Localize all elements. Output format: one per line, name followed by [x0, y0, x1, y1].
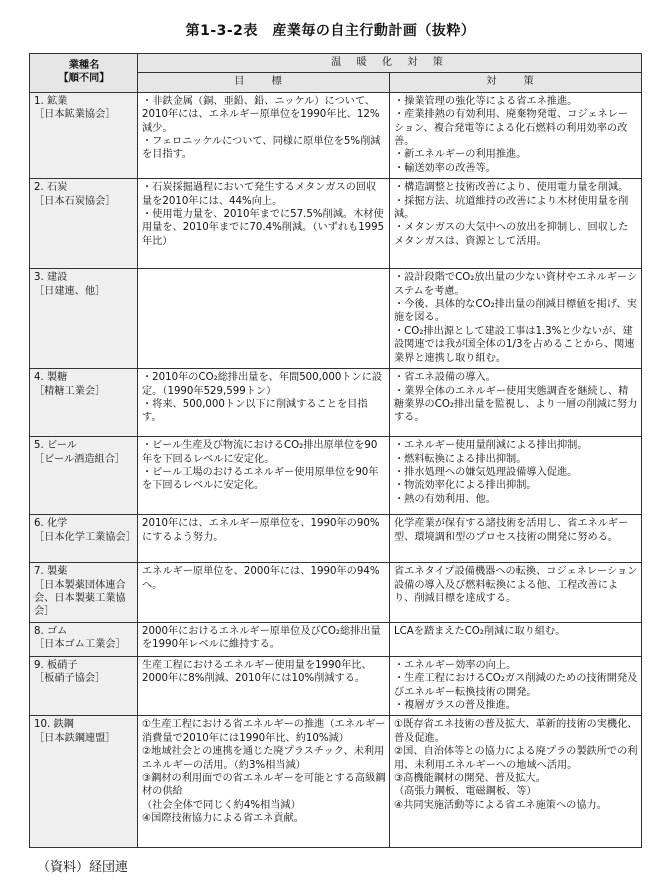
target-cell [138, 179, 390, 269]
table-row [30, 269, 642, 369]
measures-item: ・排水処理への嫌気処理設備導入促進。 [394, 466, 578, 478]
target-item: ・フェロニッケルについて、同様に原単位を5%削減を目指す。 [142, 136, 381, 161]
target-item: ・ビール生産及び物流におけるCO₂排出原単位を90年を下回るレベルに安定化。 [142, 440, 378, 465]
industry-header-label: 業種名 [68, 60, 100, 71]
measures-cell [390, 437, 642, 515]
measures-item: ②国、自治体等との協力による廃プラの製鉄所での利用、未利用エネルギーへの地域へ活用。 [394, 746, 638, 771]
target-item: （社会全体で同じく約4%相当減） [142, 799, 301, 811]
target-item: ・2010年のCO₂総排出量を、年間500,000トンに設定。（1990年529,599トン） [142, 372, 383, 397]
industry-cell [30, 269, 138, 369]
target-cell [138, 716, 390, 848]
target-item: ②地域社会との連携を通じた廃プラスチック、未利用エネルギーの活用。（約3%相当減） [142, 746, 385, 771]
action-plan-table [29, 53, 642, 848]
warming-measures-header: 温 暖 化 対 策 [138, 54, 642, 73]
industry-name: 9. 板硝子 [34, 659, 78, 671]
measures-item: ④共同実施活動等による省エネ施策への協力。 [394, 799, 607, 811]
measures-item: ・輸送効率の改善等。 [394, 162, 496, 174]
industry-association: ［日本化学工業協会］ [34, 531, 136, 543]
measures-item: ・産業排熱の有効利用、廃棄物発電、コジェネレーション、複合発電等による化石燃料の利用効率の改善。 [394, 109, 629, 148]
target-item: ・非鉄金属（銅、亜鉛、鉛、ニッケル）について、2010年には、エネルギー原単位を1990年比、12%減少。 [142, 95, 380, 134]
measures-cell [390, 369, 642, 437]
target-item: 生産工程におけるエネルギー使用量を1990年比、2000年に8%削減、2010年には10%削減する。 [142, 659, 372, 685]
target-item: ①生産工程における省エネルギーの推進（エネルギー消費量で2010年には1990年比、約10%減） [142, 719, 386, 744]
target-item: 2000年におけるエネルギー原単位及びCO₂総排出量を1990年レベルに維持する。 [142, 625, 381, 651]
industry-name: 1. 鉱業 [34, 95, 68, 107]
measures-item: ・熱の有効利用、他。 [394, 493, 496, 505]
target-item: エネルギー原単位を、2000年には、1990年の94%へ。 [142, 566, 380, 591]
measures-item: ・エネルギー使用量削減による排出抑制。 [394, 440, 588, 452]
measures-item: ・CO₂排出源として建設工事は1.3%と少ないが、建設関連では我が国全体の1/3を占めることから、関連業界と連携し取り組む。 [394, 325, 635, 364]
target-item: ・ビール工場のおけるエネルギー使用原単位を90年を下回るレベルに安定化。 [142, 466, 379, 492]
measures-cell [390, 515, 642, 563]
table-row [30, 369, 642, 437]
industry-association: ［精糖工業会］ [34, 385, 106, 397]
industry-association: ［日本石炭協会］ [34, 195, 116, 207]
measures-cell [390, 622, 642, 656]
measures-item: ・今後、具体的なCO₂排出量の削減目標値を掲げ、実施を図る。 [394, 299, 637, 324]
measures-item: ・業界全体のエネルギー使用実態調査を継続し、精糖業界のCO₂排出量を監視し、より一層の削減に努力する。 [394, 385, 638, 424]
measures-item: ・物流効率化による排出抑制。 [394, 480, 537, 492]
industry-association: ［日本ゴム工業会］ [34, 639, 126, 651]
table-row [30, 179, 642, 269]
table-row [30, 92, 642, 178]
measures-cell [390, 716, 642, 848]
industry-cell [30, 515, 138, 563]
industry-name: 4. 製糖 [34, 372, 68, 384]
measures-item: ・メタンガスの大気中への放出を抑制し、回収したメタンガスは、資源として活用。 [394, 222, 629, 247]
measures-cell [390, 179, 642, 269]
table-row [30, 622, 642, 656]
industry-cell [30, 437, 138, 515]
measures-item: ・操業管理の強化等による省エネ推進。 [394, 95, 578, 107]
industry-cell [30, 369, 138, 437]
industry-name: 7. 製薬 [34, 566, 68, 578]
measures-item: ・採掘方法、坑道維持の改善により木材使用量を削減。 [394, 195, 629, 221]
target-cell [138, 92, 390, 178]
industry-cell [30, 92, 138, 178]
measures-item: 化学産業が保有する諸技術を活用し、省エネルギー型、環境調和型のプロセス技術の開発に努める。 [394, 518, 629, 543]
industry-name: 10. 鉄鋼 [34, 719, 74, 731]
target-cell [138, 563, 390, 623]
industry-cell [30, 716, 138, 848]
target-item: 2010年には、エネルギー原単位を、1990年の90%にするよう努力。 [142, 518, 380, 543]
industry-header [30, 54, 138, 93]
industry-association: ［日本鉄鋼連盟］ [34, 732, 116, 744]
measures-header: 対 策 [390, 73, 642, 92]
target-item: ・石炭採掘過程において発生するメタンガスの回収量を2010年には、44%向上。 [142, 182, 377, 207]
industry-name: 6. 化学 [34, 518, 68, 530]
target-cell [138, 369, 390, 437]
measures-item: （高張力鋼板、電磁鋼板、等） [394, 786, 537, 798]
table-row [30, 716, 642, 848]
industry-association: ［日本製薬団体連合会、日本製薬工業協会］ [34, 579, 126, 618]
target-header: 目 標 [138, 73, 390, 92]
measures-item: ・設計段階でCO₂放出量の少ない資材やエネルギーシステムを考慮。 [394, 272, 638, 297]
measures-item: ①既存省エネ技術の普及拡大、革新的技術の実機化、普及促進。 [394, 719, 638, 744]
industry-name: 5. ビール [34, 440, 77, 452]
industry-association: ［日本鉱業協会］ [34, 109, 116, 121]
table-row [30, 437, 642, 515]
target-item: ④国際技術協力による省エネ貢献。 [142, 813, 304, 825]
industry-association: ［ビール酒造組合］ [34, 453, 126, 465]
target-item: ・将来、500,000トン以下に削減することを目指す。 [142, 398, 368, 424]
measures-cell [390, 563, 642, 623]
table-body [30, 92, 642, 848]
measures-item: ③高機能鋼材の開発、普及拡大。 [394, 772, 546, 784]
industry-cell [30, 563, 138, 623]
measures-cell [390, 92, 642, 178]
target-cell [138, 515, 390, 563]
measures-item: ・エネルギー効率の向上。 [394, 659, 517, 671]
measures-item: ・新エネルギーの利用推進。 [394, 149, 527, 161]
industry-name: 3. 建設 [34, 272, 68, 284]
measures-item: 省エネタイプ設備機器への転換、コジェネレーション設備の導入及び燃料転換による他、工程改善により、削減目標を達成する。 [394, 566, 638, 604]
industry-association: ［日建連、他］ [34, 285, 106, 297]
source-note: （資料）経団連 [37, 860, 129, 875]
table-row [30, 515, 642, 563]
measures-cell [390, 269, 642, 369]
measures-item: ・省エネ設備の導入。 [394, 372, 496, 384]
target-item: ・使用電力量を、2010年までに57.5%削減。木材使用量を、2010年までに70.4%削減。（いずれも1995年比） [142, 209, 385, 247]
measures-item: ・複層ガラスの普及推進。 [394, 699, 516, 711]
industry-header-note: 【順不同】 [58, 73, 110, 85]
target-cell [138, 622, 390, 656]
industry-association: ［板硝子協会］ [34, 673, 106, 685]
table-row [30, 563, 642, 623]
measures-item: ・構造調整と技術改善により、使用電力量を削減。 [394, 182, 629, 194]
target-cell [138, 437, 390, 515]
industry-cell [30, 179, 138, 269]
industry-name: 2. 石炭 [34, 182, 68, 194]
industry-name: 8. ゴム [34, 625, 68, 637]
target-cell [138, 656, 390, 716]
target-item: ③鋼材の利用面での省エネルギーを可能とする高級鋼材の供給 [142, 772, 386, 798]
table-title: 第1-3-2表 産業毎の自主行動計画（抜粋） [185, 23, 476, 39]
table-row [30, 656, 642, 716]
measures-item: ・生産工程におけるCO₂ガス削減のための技術開発及びエネルギー転換技術の開発。 [394, 673, 638, 698]
measures-item: ・燃料転換による排出抑制。 [394, 453, 527, 465]
measures-item: LCAを踏まえたCO₂削減に取り組む。 [394, 625, 566, 637]
measures-cell [390, 656, 642, 716]
target-cell [138, 269, 390, 369]
industry-cell [30, 622, 138, 656]
industry-cell [30, 656, 138, 716]
